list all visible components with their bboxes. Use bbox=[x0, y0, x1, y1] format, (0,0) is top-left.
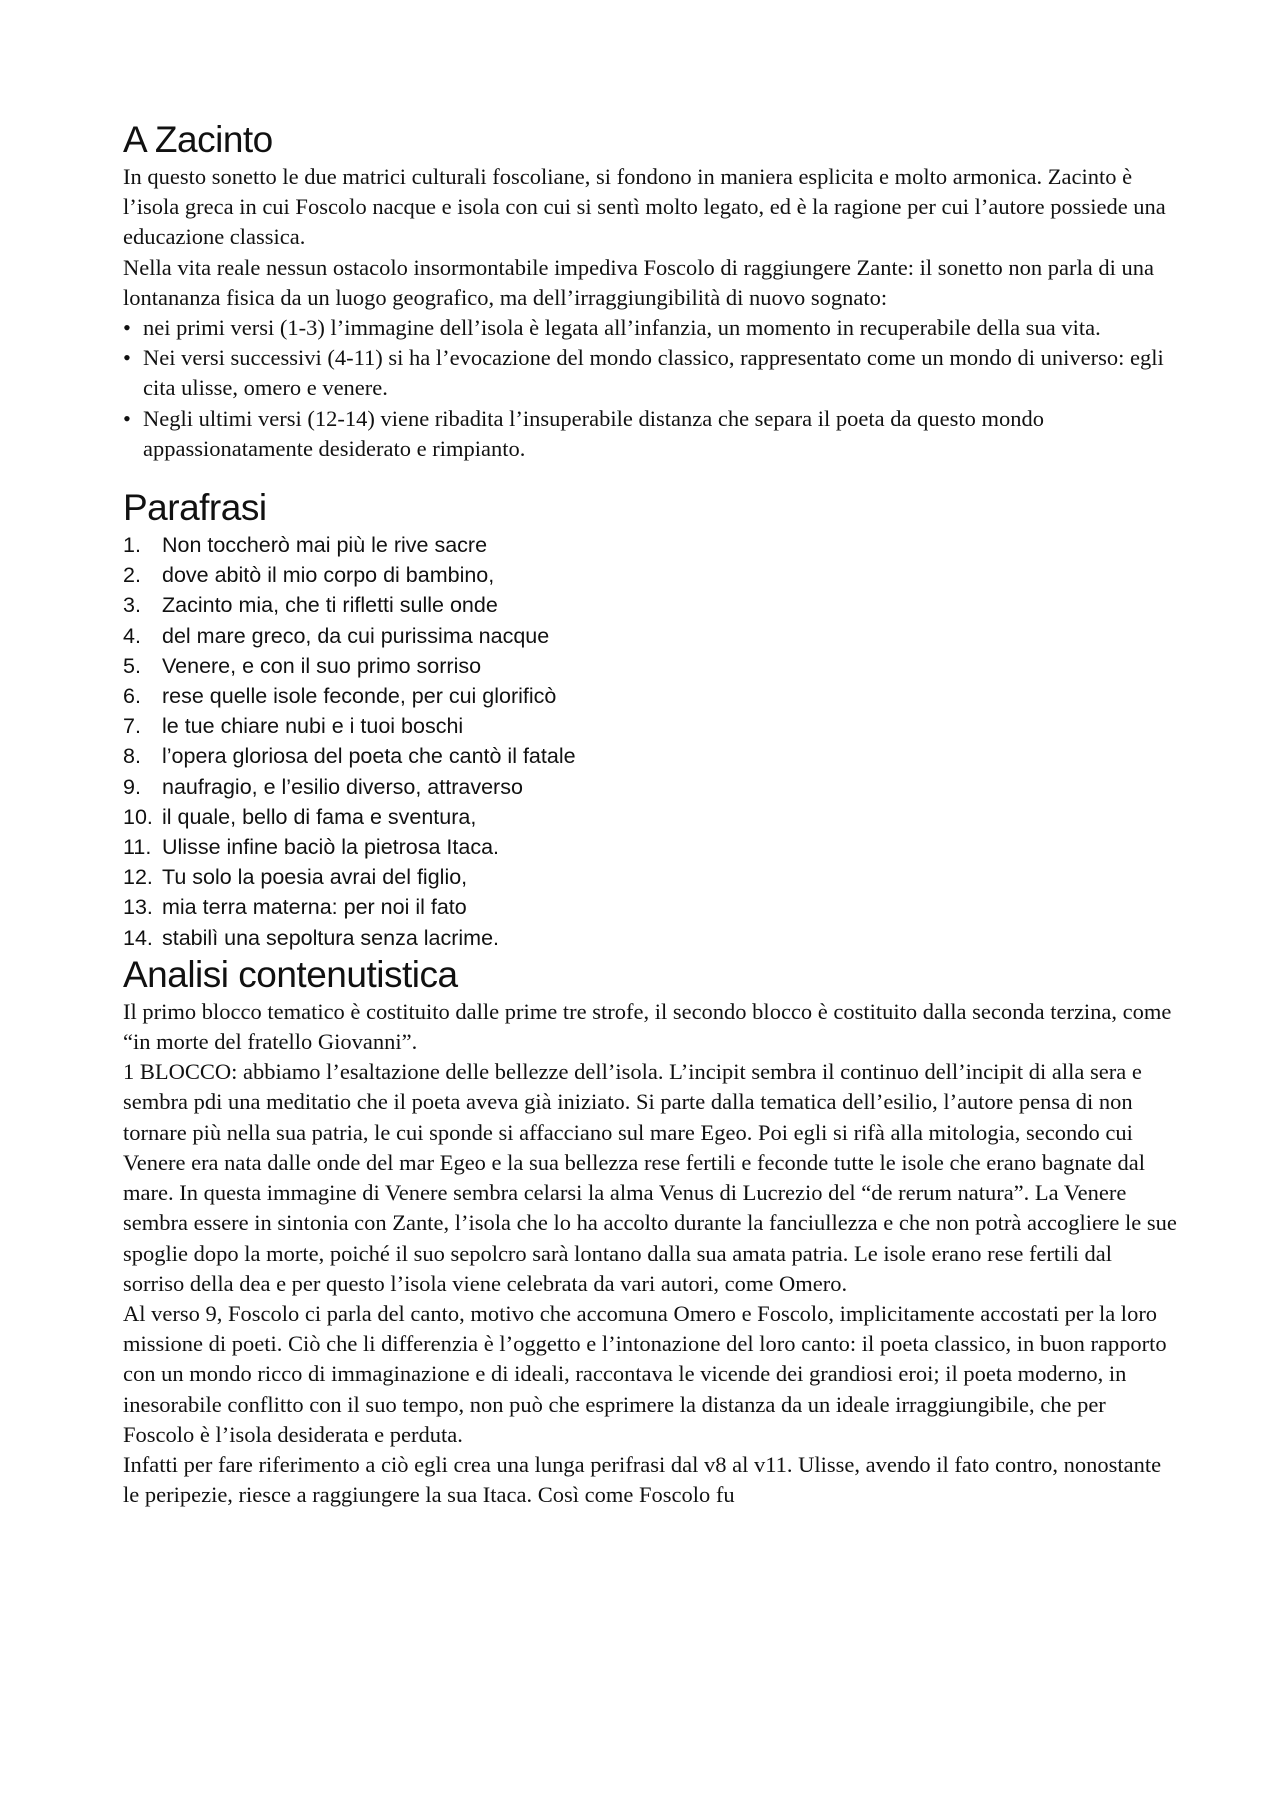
bullet-icon: • bbox=[123, 345, 131, 371]
verse-number: 5. bbox=[123, 653, 141, 678]
list-item bbox=[123, 923, 1178, 953]
verse-number: 10. bbox=[123, 804, 153, 829]
section-title-a-zacinto: A Zacinto bbox=[123, 119, 273, 160]
verse-text: Ulisse infine baciò la pietrosa Itaca. bbox=[162, 835, 500, 860]
list-item bbox=[123, 560, 1178, 590]
bullet-icon: • bbox=[123, 405, 131, 431]
bullet-icon: • bbox=[123, 315, 131, 341]
list-item bbox=[123, 711, 1178, 741]
verse-number: 3. bbox=[123, 593, 141, 618]
list-item bbox=[123, 313, 1178, 343]
verse-number: 4. bbox=[123, 623, 141, 648]
section-title-parafrasi: Parafrasi bbox=[123, 487, 267, 529]
list-item-text: Nei versi successivi (4-11) si ha l’evocazione del mondo classico, rappresentato come un mondo di universo: egli cita ulisse, omero e venere. bbox=[143, 345, 1164, 401]
verse-number: 6. bbox=[123, 684, 141, 709]
verse-number: 2. bbox=[123, 563, 141, 588]
verse-number: 13. bbox=[123, 895, 153, 920]
intro-paragraph: In questo sonetto le due matrici culturali foscoliane, si fondono in maniera esplicita e molto armonica. Zacinto è l’isola greca in cui Foscolo nacque e isola con cui si sentì molto legato, ed è la ragione per cui l’autore possiede una educazione classica. bbox=[123, 164, 1166, 250]
verse-text: Zacinto mia, che ti rifletti sulle onde bbox=[162, 593, 498, 618]
list-item bbox=[123, 862, 1178, 892]
list-item bbox=[123, 741, 1178, 771]
list-item bbox=[123, 590, 1178, 620]
list-item bbox=[123, 651, 1178, 681]
list-item bbox=[123, 892, 1178, 922]
analysis-paragraph: Al verso 9, Foscolo ci parla del canto, motivo che accomuna Omero e Foscolo, implicitamente accostati per la loro missione di poeti. Ciò che li differenzia è l’oggetto e l’intonazione del loro canto: il poeta classico, in buon rapporto con un mondo ricco di immaginazione e di ideali, raccontava le vicende dei grandiosi eroi; il poeta moderno, in inesorabile conflitto con il suo tempo, non può che esprimere la distanza da un ideale irraggiungibile, che per Foscolo è l’isola desiderata e perduta. bbox=[123, 1300, 1167, 1447]
verse-number: 8. bbox=[123, 744, 141, 769]
verse-number: 1. bbox=[123, 533, 141, 558]
verse-text: del mare greco, da cui purissima nacque bbox=[162, 623, 550, 648]
list-item bbox=[123, 772, 1178, 802]
verse-number: 14. bbox=[123, 925, 153, 950]
list-item bbox=[123, 802, 1178, 832]
list-item bbox=[123, 621, 1178, 651]
section-title-analisi-contenutistica: Analisi contenutistica bbox=[123, 953, 458, 995]
analysis-paragraph: Il primo blocco tematico è costituito dalle prime tre strofe, il secondo blocco è costituito dalla seconda terzina, come “in morte del fratello Giovanni”. bbox=[123, 998, 1172, 1055]
paraphrase-list bbox=[123, 530, 1178, 953]
context-paragraph: Nella vita reale nessun ostacolo insormontabile impediva Foscolo di raggiungere Zante: il sonetto non parla di una lontananza fisica da un luogo geografico, ma dell’irraggiungibilità di nuovo sognato: bbox=[123, 254, 1154, 310]
verse-number: 7. bbox=[123, 714, 141, 739]
list-item bbox=[123, 832, 1178, 862]
verse-text: il quale, bello di fama e sventura, bbox=[162, 804, 477, 829]
list-item bbox=[123, 404, 1178, 464]
verse-number: 9. bbox=[123, 774, 141, 799]
analysis-paragraph: Infatti per fare riferimento a ciò egli crea una lunga perifrasi dal v8 al v11. Ulisse, avendo il fato contro, nonostante le peripezie, riesce a raggiungere la sua Itaca. Così come Foscolo fu bbox=[123, 1451, 1162, 1508]
list-item-text: Negli ultimi versi (12-14) viene ribadita l’insuperabile distanza che separa il poeta da questo mondo appassionatamente desiderato e rimpianto. bbox=[143, 405, 1044, 461]
analysis-paragraph: 1 BLOCCO: abbiamo l’esaltazione delle bellezze dell’isola. L’incipit sembra il continuo dell’incipit di alla sera e sembra pdi una meditatio che il poeta aveva già iniziato. Si parte dalla tematica dell’esilio, l’autore pensa di non tornare più nella sua patria, le cui sponde si affacciano sul mare Egeo. Poi egli si rifà alla mitologia, secondo cui Venere era nata dalle onde del mar Egeo e la sua bellezza rese fertili e feconde tutte le isole che erano bagnate dal mare. In questa immagine di Venere sembra celarsi la alma Venus di Lucrezio del “de rerum natura”. La Venere sembra essere in sintonia con Zante, l’isola che lo ha accolto durante la fanciullezza e che non potrà accogliere le sue spoglie dopo la morte, poiché il suo sepolcro sarà lontano dalla sua amata patria. Le isole erano rese fertili dal sorriso della dea e per questo l’isola viene celebrata da vari autori, come Omero. bbox=[123, 1059, 1177, 1296]
document-page bbox=[123, 118, 1178, 1510]
list-item bbox=[123, 343, 1178, 403]
list-item bbox=[123, 681, 1178, 711]
verse-text: le tue chiare nubi e i tuoi boschi bbox=[162, 714, 464, 739]
verse-text: mia terra materna: per noi il fato bbox=[162, 895, 467, 920]
verse-text: Venere, e con il suo primo sorriso bbox=[162, 653, 482, 678]
verse-number: 11. bbox=[123, 835, 152, 860]
verse-text: rese quelle isole feconde, per cui glorificò bbox=[162, 684, 557, 709]
verse-text: Tu solo la poesia avrai del figlio, bbox=[162, 865, 468, 890]
verse-text: naufragio, e l’esilio diverso, attraverso bbox=[162, 774, 523, 799]
list-item bbox=[123, 530, 1178, 560]
verse-text: l’opera gloriosa del poeta che cantò il fatale bbox=[162, 744, 576, 769]
verse-text: dove abitò il mio corpo di bambino, bbox=[162, 563, 495, 588]
verse-text: Non toccherò mai più le rive sacre bbox=[162, 533, 488, 558]
verse-number: 12. bbox=[123, 865, 153, 890]
verses-summary-list bbox=[123, 313, 1178, 464]
verse-text: stabilì una sepoltura senza lacrime. bbox=[162, 925, 500, 950]
list-item-text: nei primi versi (1-3) l’immagine dell’isola è legata all’infanzia, un momento in recuperabile della sua vita. bbox=[143, 315, 1101, 341]
